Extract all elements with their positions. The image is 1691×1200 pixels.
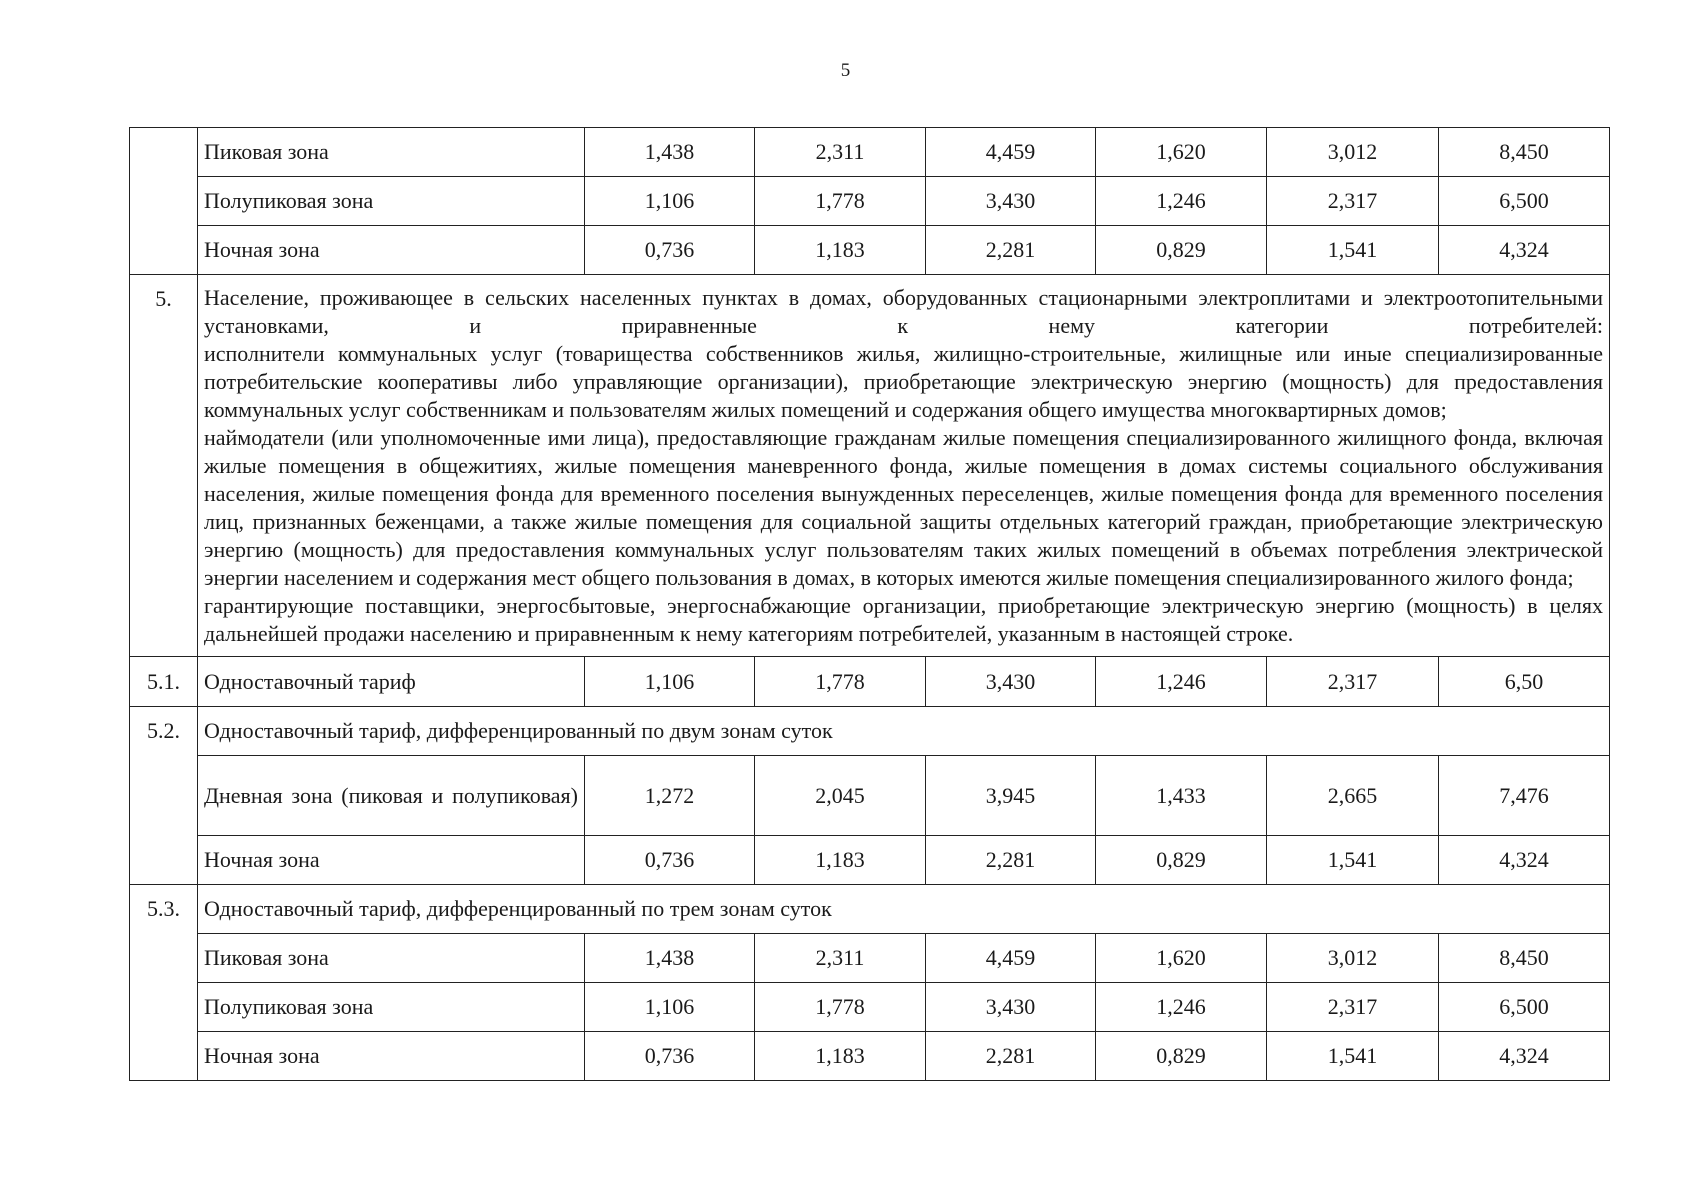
value-cell: 3,012 <box>1267 934 1439 983</box>
value-cell: 1,438 <box>585 128 755 177</box>
row-label: Пиковая зона <box>198 128 585 177</box>
value-cell: 3,430 <box>926 177 1096 226</box>
value-cell: 1,438 <box>585 934 755 983</box>
table-row <box>130 836 1610 885</box>
row-number-cell <box>130 128 198 275</box>
value-cell: 8,450 <box>1439 934 1610 983</box>
section-5-row <box>130 275 1610 657</box>
row-label: Ночная зона <box>198 836 585 885</box>
value-cell: 3,430 <box>926 983 1096 1032</box>
value-cell: 0,736 <box>585 1032 755 1081</box>
value-cell: 2,317 <box>1267 983 1439 1032</box>
table-row <box>130 177 1610 226</box>
row-5-1 <box>130 657 1610 707</box>
value-cell: 2,045 <box>755 756 926 836</box>
value-cell: 1,541 <box>1267 1032 1439 1081</box>
value-cell: 6,500 <box>1439 983 1610 1032</box>
row-label: Дневная зона (пиковая и полупиковая) <box>198 756 585 836</box>
value-cell: 3,945 <box>926 756 1096 836</box>
value-cell: 7,476 <box>1439 756 1610 836</box>
value-cell: 1,183 <box>755 1032 926 1081</box>
value-cell: 1,620 <box>1096 128 1267 177</box>
value-cell: 0,736 <box>585 226 755 275</box>
value-cell: 2,311 <box>755 934 926 983</box>
value-cell: 6,50 <box>1439 657 1610 707</box>
value-cell: 2,665 <box>1267 756 1439 836</box>
value-cell: 4,459 <box>926 128 1096 177</box>
row-number: 5. <box>130 275 198 657</box>
value-cell: 1,272 <box>585 756 755 836</box>
value-cell: 1,106 <box>585 177 755 226</box>
row-label: Ночная зона <box>198 1032 585 1081</box>
section-5-paragraph: исполнители коммунальных услуг (товарищества собственников жилья, жилищно-строительные, жилищные или иные специализированные потребительские кооперативы либо управляющие организации), приобретающие электрическую энергию (мощность) для предоставления коммунальных услуг собственникам и пользователям жилых помещений и содержания общего имущества многоквартирных домов; <box>204 341 1603 422</box>
table-row <box>130 226 1610 275</box>
value-cell: 0,829 <box>1096 226 1267 275</box>
value-cell: 1,183 <box>755 836 926 885</box>
section-5-paragraph: Население, проживающее в сельских населенных пунктах в домах, оборудованных стационарными электроплитами и электроотопительными установками, и приравненные к нему категории потребителей: <box>204 285 1603 338</box>
page-number: 5 <box>840 60 851 81</box>
value-cell: 2,281 <box>926 226 1096 275</box>
value-cell: 1,778 <box>755 177 926 226</box>
row-number: 5.1. <box>130 657 198 707</box>
value-cell: 8,450 <box>1439 128 1610 177</box>
row-heading: Одноставочный тариф, дифференцированный по двум зонам суток <box>198 707 1610 756</box>
row-5-3-heading <box>130 885 1610 934</box>
row-label: Одноставочный тариф <box>198 657 585 707</box>
row-heading: Одноставочный тариф, дифференцированный по трем зонам суток <box>198 885 1610 934</box>
value-cell: 4,324 <box>1439 1032 1610 1081</box>
value-cell: 3,430 <box>926 657 1096 707</box>
value-cell: 1,246 <box>1096 657 1267 707</box>
value-cell: 1,778 <box>755 657 926 707</box>
row-label: Ночная зона <box>198 226 585 275</box>
value-cell: 2,317 <box>1267 657 1439 707</box>
value-cell: 1,541 <box>1267 836 1439 885</box>
row-label: Полупиковая зона <box>198 983 585 1032</box>
value-cell: 4,459 <box>926 934 1096 983</box>
value-cell: 1,183 <box>755 226 926 275</box>
row-number: 5.2. <box>130 707 198 885</box>
table-row <box>130 128 1610 177</box>
value-cell: 4,324 <box>1439 836 1610 885</box>
value-cell: 1,778 <box>755 983 926 1032</box>
tariff-table <box>129 127 1610 1081</box>
section-5-paragraph: гарантирующие поставщики, энергосбытовые, энергоснабжающие организации, приобретающие электрическую энергию (мощность) в целях дальнейшей продажи населению и приравненным к нему категориям потребителей, указанным в настоящей строке. <box>204 593 1603 646</box>
value-cell: 6,500 <box>1439 177 1610 226</box>
value-cell: 1,246 <box>1096 177 1267 226</box>
value-cell: 4,324 <box>1439 226 1610 275</box>
table-row <box>130 934 1610 983</box>
row-label: Полупиковая зона <box>198 177 585 226</box>
value-cell: 2,281 <box>926 836 1096 885</box>
value-cell: 2,281 <box>926 1032 1096 1081</box>
value-cell: 3,012 <box>1267 128 1439 177</box>
section-5-description <box>198 275 1610 657</box>
value-cell: 2,317 <box>1267 177 1439 226</box>
value-cell: 0,829 <box>1096 1032 1267 1081</box>
row-number: 5.3. <box>130 885 198 1081</box>
value-cell: 1,106 <box>585 657 755 707</box>
row-5-2-heading <box>130 707 1610 756</box>
value-cell: 1,246 <box>1096 983 1267 1032</box>
table-row <box>130 983 1610 1032</box>
value-cell: 0,736 <box>585 836 755 885</box>
table-row <box>130 756 1610 836</box>
row-label: Пиковая зона <box>198 934 585 983</box>
value-cell: 1,106 <box>585 983 755 1032</box>
value-cell: 2,311 <box>755 128 926 177</box>
section-5-paragraph: наймодатели (или уполномоченные ими лица), предоставляющие гражданам жилые помещения специализированного жилищного фонда, включая жилые помещения в общежитиях, жилые помещения маневренного фонда, жилые помещения в домах системы социального обслуживания населения, жилые помещения фонда для временного поселения вынужденных переселенцев, жилые помещения фонда для временного поселения лиц, признанных беженцами, а также жилые помещения для социальной защиты отдельных категорий граждан, приобретающие электрическую энергию (мощность) для предоставления коммунальных услуг пользователям таких жилых помещений в объемах потребления электрической энергии населением и содержания мест общего пользования в домах, в которых имеются жилые помещения специализированного жилого фонда; <box>204 425 1603 590</box>
value-cell: 1,541 <box>1267 226 1439 275</box>
value-cell: 0,829 <box>1096 836 1267 885</box>
value-cell: 1,433 <box>1096 756 1267 836</box>
value-cell: 1,620 <box>1096 934 1267 983</box>
table-row <box>130 1032 1610 1081</box>
